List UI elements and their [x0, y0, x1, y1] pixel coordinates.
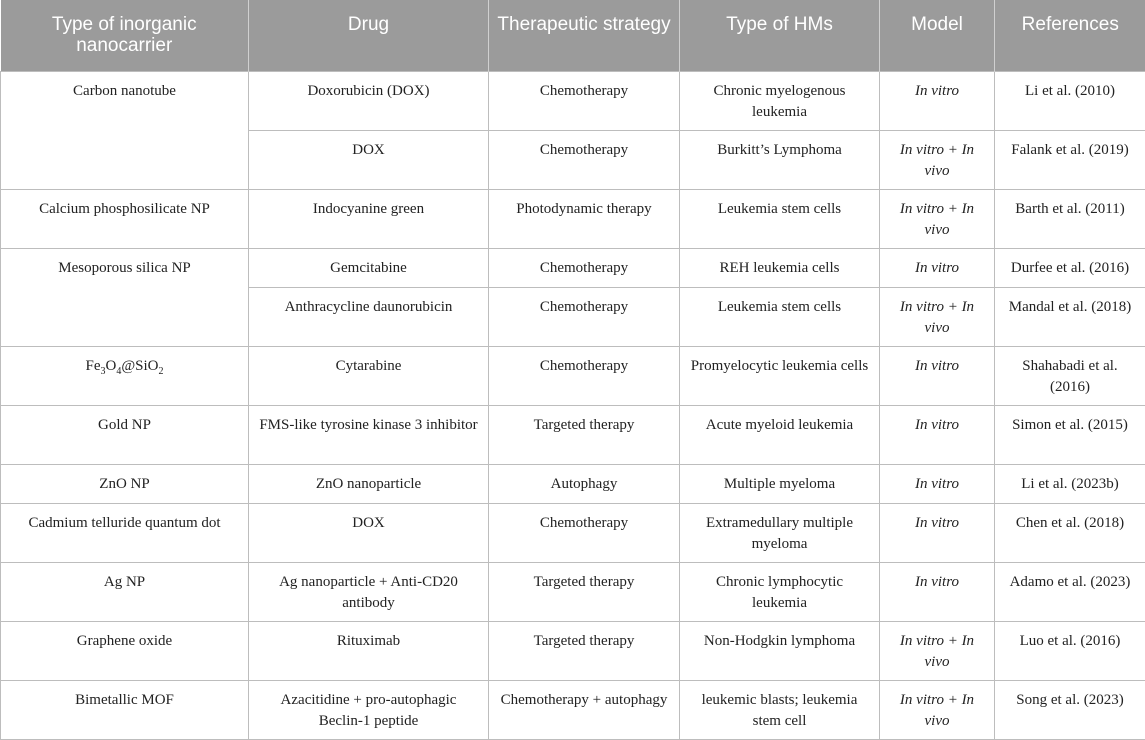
carrier-cell: Mesoporous silica NP: [1, 248, 249, 346]
carrier-cell: Carbon nanotube: [1, 71, 249, 189]
drug-cell: Cytarabine: [249, 346, 489, 405]
model-cell: In vitro: [880, 464, 995, 503]
model-cell: In vitro + In vivo: [880, 287, 995, 346]
header-carrier: Type of inorganic nanocarrier: [1, 0, 249, 71]
header-strategy: Therapeutic strategy: [489, 0, 680, 71]
drug-cell: Doxorubicin (DOX): [249, 71, 489, 130]
strategy-cell: Targeted therapy: [489, 405, 680, 464]
hm-type-cell: Chronic lymphocytic leukemia: [680, 562, 880, 621]
hm-type-cell: REH leukemia cells: [680, 248, 880, 287]
table-row: [1, 503, 1145, 562]
header-drug: Drug: [249, 0, 489, 71]
reference-cell: Song et al. (2023): [995, 680, 1145, 739]
reference-cell: Barth et al. (2011): [995, 189, 1145, 248]
drug-cell: Azacitidine + pro-autophagic Beclin-1 peptide: [249, 680, 489, 739]
model-cell: In vitro: [880, 562, 995, 621]
hm-type-cell: Leukemia stem cells: [680, 189, 880, 248]
drug-cell: DOX: [249, 503, 489, 562]
strategy-cell: Chemotherapy: [489, 503, 680, 562]
table-row: [1, 464, 1145, 503]
carrier-cell: Ag NP: [1, 562, 249, 621]
table-row: [1, 621, 1145, 680]
table-header: [1, 0, 1145, 71]
model-cell: In vitro: [880, 71, 995, 130]
drug-cell: Rituximab: [249, 621, 489, 680]
carrier-cell: Graphene oxide: [1, 621, 249, 680]
drug-cell: Gemcitabine: [249, 248, 489, 287]
carrier-cell: Gold NP: [1, 405, 249, 464]
reference-cell: Chen et al. (2018): [995, 503, 1145, 562]
hm-type-cell: Burkitt’s Lymphoma: [680, 130, 880, 189]
hm-type-cell: Acute myeloid leukemia: [680, 405, 880, 464]
strategy-cell: Chemotherapy: [489, 130, 680, 189]
reference-cell: Li et al. (2010): [995, 71, 1145, 130]
drug-cell: FMS-like tyrosine kinase 3 inhibitor: [249, 405, 489, 464]
drug-cell: Anthracycline daunorubicin: [249, 287, 489, 346]
reference-cell: Li et al. (2023b): [995, 464, 1145, 503]
strategy-cell: Chemotherapy + autophagy: [489, 680, 680, 739]
table-body: [1, 71, 1145, 739]
carrier-cell: ZnO NP: [1, 464, 249, 503]
drug-cell: Ag nanoparticle + Anti-CD20 antibody: [249, 562, 489, 621]
table-row: [1, 405, 1145, 464]
strategy-cell: Chemotherapy: [489, 287, 680, 346]
reference-cell: Mandal et al. (2018): [995, 287, 1145, 346]
strategy-cell: Photodynamic therapy: [489, 189, 680, 248]
header-model: Model: [880, 0, 995, 71]
strategy-cell: Chemotherapy: [489, 346, 680, 405]
table-row: [1, 562, 1145, 621]
hm-type-cell: Multiple myeloma: [680, 464, 880, 503]
hm-type-cell: Promyelocytic leukemia cells: [680, 346, 880, 405]
strategy-cell: Targeted therapy: [489, 621, 680, 680]
header-hm-type: Type of HMs: [680, 0, 880, 71]
drug-cell: ZnO nanoparticle: [249, 464, 489, 503]
carrier-cell: $Fe_3O_4@SiO_2$: [1, 346, 249, 405]
model-cell: In vitro + In vivo: [880, 189, 995, 248]
reference-cell: Durfee et al. (2016): [995, 248, 1145, 287]
carrier-cell: Cadmium telluride quantum dot: [1, 503, 249, 562]
drug-cell: Indocyanine green: [249, 189, 489, 248]
table-row: [1, 71, 1145, 130]
model-cell: In vitro: [880, 346, 995, 405]
hm-type-cell: Non-Hodgkin lymphoma: [680, 621, 880, 680]
strategy-cell: Chemotherapy: [489, 248, 680, 287]
reference-cell: Simon et al. (2015): [995, 405, 1145, 464]
model-cell: In vitro: [880, 503, 995, 562]
hm-type-cell: leukemic blasts; leukemia stem cell: [680, 680, 880, 739]
hm-type-cell: Chronic myelogenous leukemia: [680, 71, 880, 130]
strategy-cell: Targeted therapy: [489, 562, 680, 621]
model-cell: In vitro + In vivo: [880, 680, 995, 739]
carrier-cell: Bimetallic MOF: [1, 680, 249, 739]
hm-type-cell: Extramedullary multiple myeloma: [680, 503, 880, 562]
header-row: [1, 0, 1145, 71]
table-row: [1, 680, 1145, 739]
carrier-cell: Calcium phosphosilicate NP: [1, 189, 249, 248]
model-cell: In vitro + In vivo: [880, 621, 995, 680]
reference-cell: Luo et al. (2016): [995, 621, 1145, 680]
reference-cell: Falank et al. (2019): [995, 130, 1145, 189]
strategy-cell: Chemotherapy: [489, 71, 680, 130]
reference-cell: Shahabadi et al. (2016): [995, 346, 1145, 405]
table-row: [1, 346, 1145, 405]
hm-type-cell: Leukemia stem cells: [680, 287, 880, 346]
strategy-cell: Autophagy: [489, 464, 680, 503]
model-cell: In vitro + In vivo: [880, 130, 995, 189]
drug-cell: DOX: [249, 130, 489, 189]
table-row: [1, 248, 1145, 287]
model-cell: In vitro: [880, 405, 995, 464]
table-row: [1, 189, 1145, 248]
reference-cell: Adamo et al. (2023): [995, 562, 1145, 621]
header-references: References: [995, 0, 1145, 71]
model-cell: In vitro: [880, 248, 995, 287]
